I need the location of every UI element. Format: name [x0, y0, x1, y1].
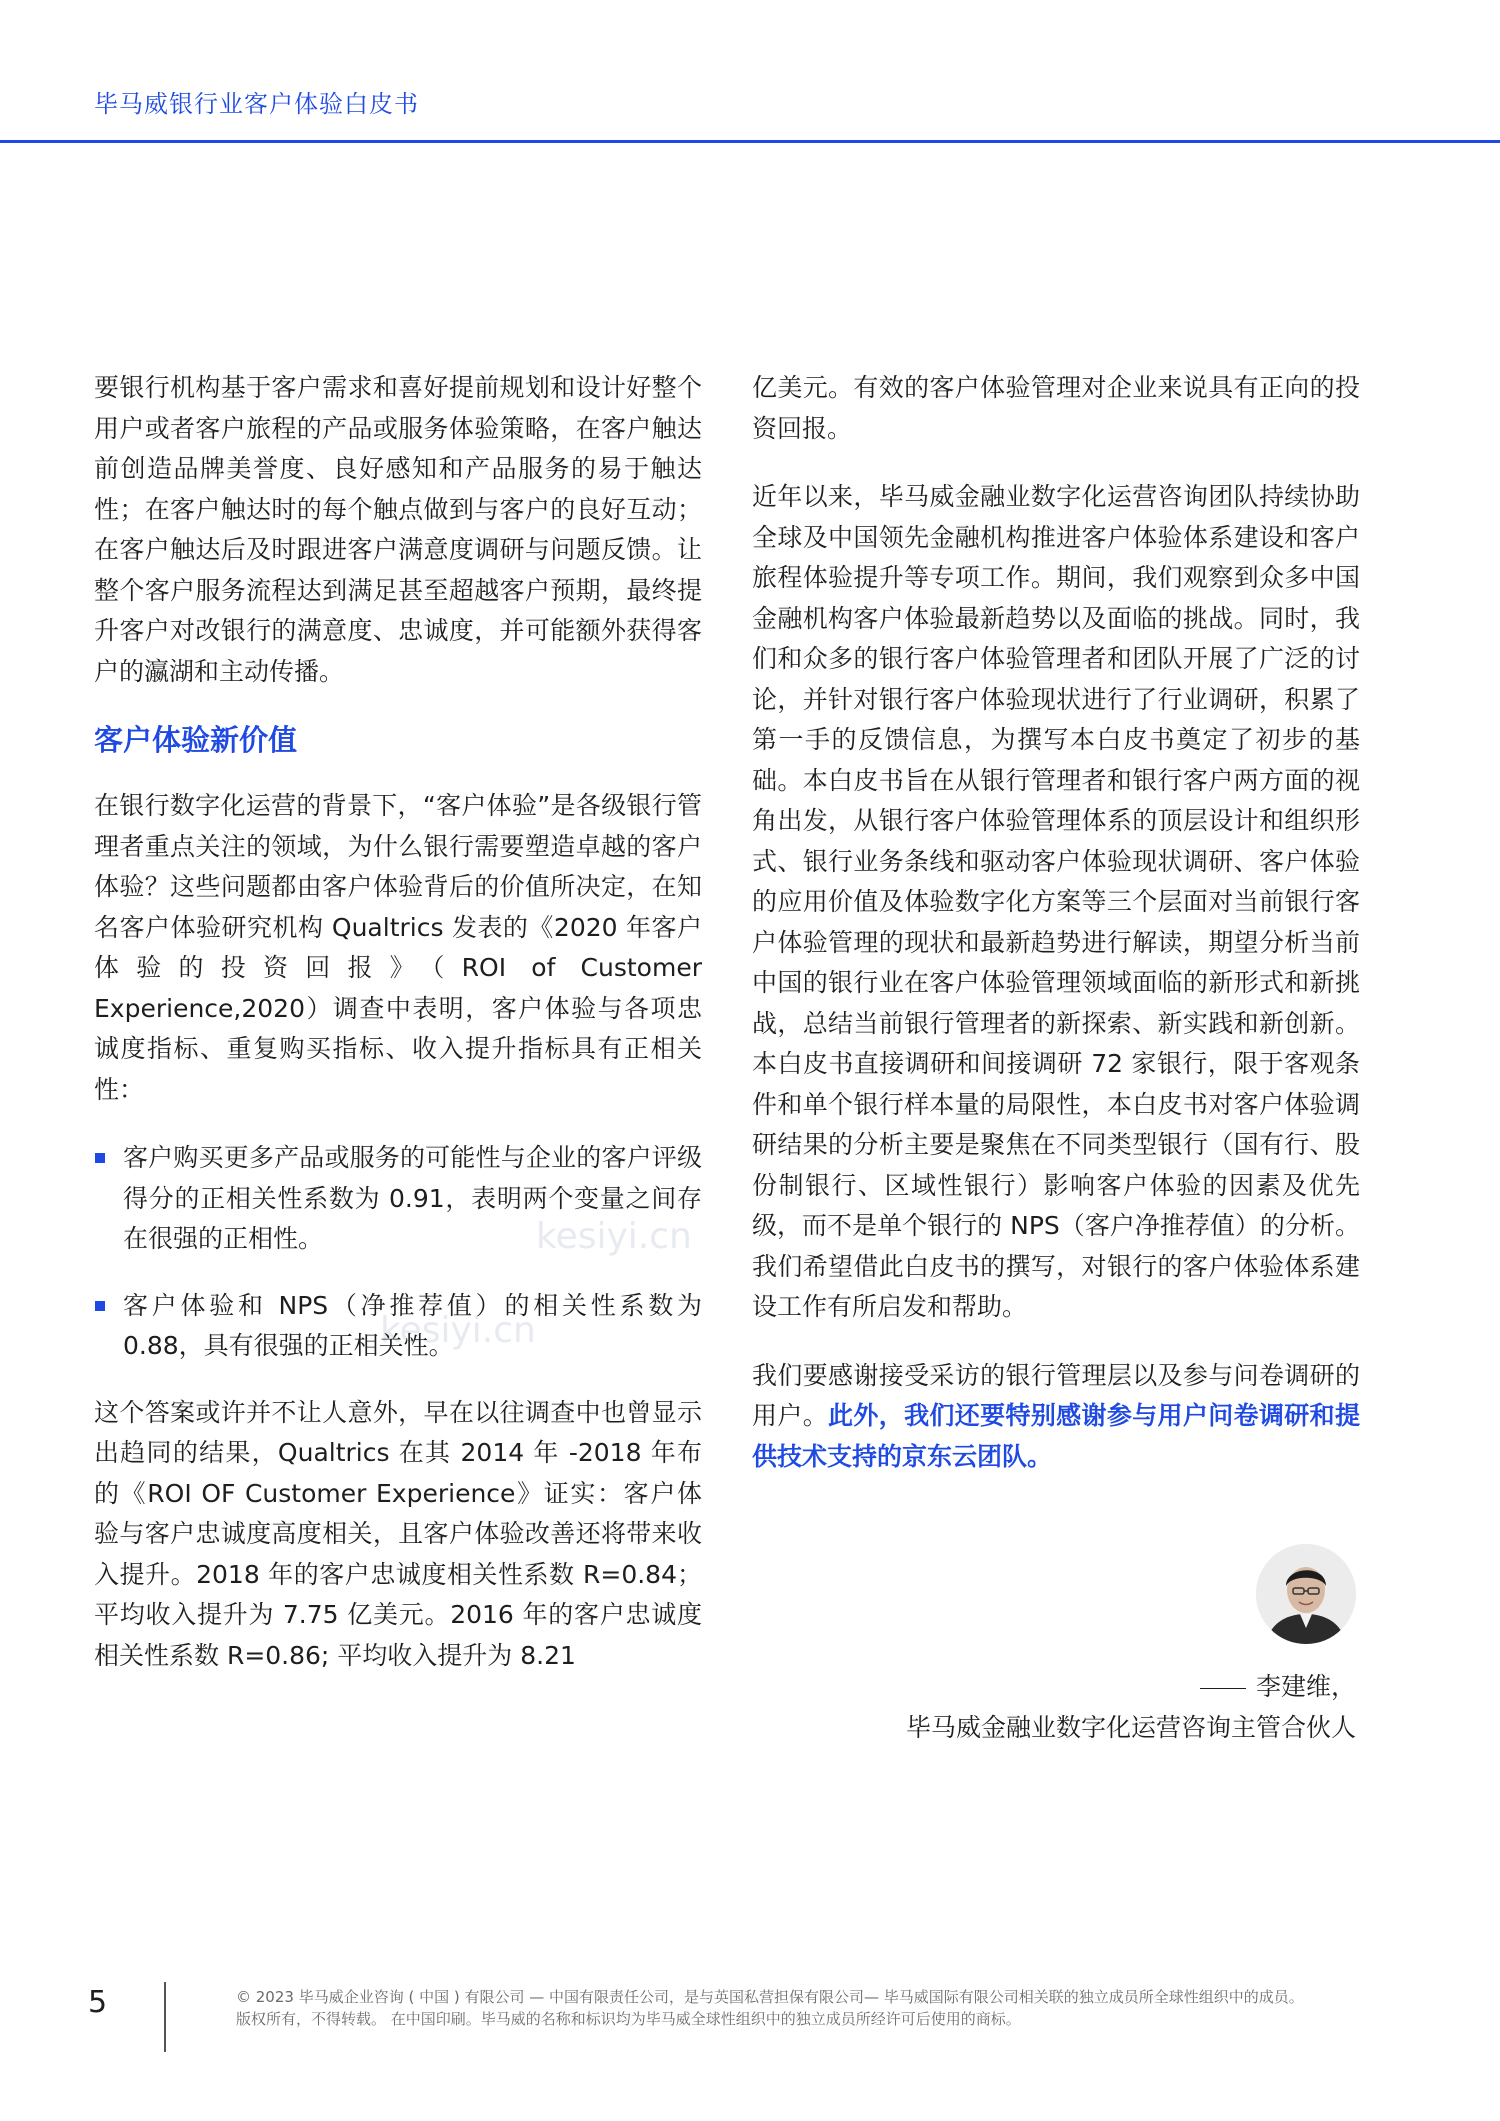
section-heading: 客户体验新价值 — [94, 723, 298, 757]
paragraph: 近年以来，毕马威金融业数字化运营咨询团队持续协助全球及中国领先金融机构推进客户体验体系建设和客户旅程体验提升等专项工作。期间，我们观察到众多中国金融机构客户体验最新趋势以及面临的挑战。同时，我们和众多的银行客户体验管理者和团队开展了广泛的讨论，并针对银行客户体验现状进行了行业调研，积累了第一手的反馈信息，为撰写本白皮书奠定了初步的基础。本白皮书旨在从银行管理者和银行客户两方面的视角出发，从银行客户体验管理体系的顶层设计和组织形式、银行业务条线和驱动客户体验现状调研、客户体验的应用价值及体验数字化方案等三个层面对当前银行客户体验管理的现状和最新趋势进行解读，期望分析当前中国的银行业在客户体验管理领域面临的新形式和新挑战，总结当前银行管理者的新探索、新实践和新创新。本白皮书直接调研和间接调研 72 家银行，限于客观条件和单个银行样本量的局限性，本白皮书对客户体验调研结果的分析主要是聚焦在不同类型银行（国有行、股份制银行、区域性银行）影响客户体验的因素及优先级，而不是单个银行的 NPS（客户净推荐值）的分析。我们希望借此白皮书的撰写，对银行的客户体验体系建设工作有所启发和帮助。 — [752, 482, 1360, 1321]
signature-dash — [1200, 1688, 1246, 1689]
footer-copyright — [236, 1986, 1366, 2030]
list-item — [94, 1138, 702, 1260]
left-column — [94, 368, 702, 1704]
document-header-title: 毕马威银行业客户体验白皮书 — [94, 90, 419, 118]
signature-name-text: 李建维， — [1255, 1672, 1356, 1701]
watermark-text: kesiyi.cn — [380, 1310, 536, 1351]
header-divider — [0, 140, 1500, 143]
paragraph: 亿美元。有效的客户体验管理对企业来说具有正向的投资回报。 — [752, 373, 1360, 443]
bullet-list — [94, 1138, 702, 1367]
list-item-text: 客户体验和 NPS（净推荐值）的相关性系数为 0.88，具有很强的正相关性。 — [123, 1290, 702, 1360]
square-bullet-icon — [95, 1301, 105, 1311]
signature-name — [1200, 1667, 1356, 1707]
watermark-text: kesiyi.cn — [536, 1216, 692, 1257]
paragraph: 这个答案或许并不让人意外，早在以往调查中也曾显示出趋同的结果，Qualtrics 在其 2014 年 -2018 年布的《ROI OF Customer Experience》证实：客户体验与客户忠诚度高度相关，且客户体验改善还将带来收入提升。2018 年的客户忠诚度相关性系数 R=0.84；平均收入提升为 7.75 亿美元。2016 年的客户忠诚度相关性系数 R=0.86; 平均收入提升为 8.21 — [94, 1397, 702, 1670]
acknowledgement-text: 我们要感谢接受采访的银行管理层以及参与问卷调研的用户。 — [752, 1360, 1360, 1430]
paragraph: 要银行机构基于客户需求和喜好提前规划和设计好整个用户或者客户旅程的产品或服务体验策略，在客户触达前创造品牌美誉度、良好感知和产品服务的易于触达性；在客户触达时的每个触点做到与客户的良好互动；在客户触达后及时跟进客户满意度调研与问题反馈。让整个客户服务流程达到满足甚至超越客户预期，最终提升客户对改银行的满意度、忠诚度，并可能额外获得客户的瀛湖和主动传播。 — [94, 373, 702, 686]
signature-title: 毕马威金融业数字化运营咨询主管合伙人 — [905, 1713, 1356, 1742]
square-bullet-icon — [95, 1153, 105, 1163]
acknowledgement-paragraph — [752, 1356, 1360, 1478]
portrait-icon — [1256, 1544, 1356, 1644]
paragraph: 在银行数字化运营的背景下，“客户体验”是各级银行管理者重点关注的领域，为什么银行需要塑造卓越的客户体验？这些问题都由客户体验背后的价值所决定，在知名客户体验研究机构 Qualtrics 发表的《2020 年客户体验的投资回报》（ROI of Customer Experience,2020）调查中表明，客户体验与各项忠诚度指标、重复购买指标、收入提升指标具有正相关性： — [94, 791, 702, 1104]
acknowledgement-emphasis: 此外，我们还要特别感谢参与用户问卷调研和提供技术支持的京东云团队。 — [752, 1401, 1360, 1471]
footer-line: 版权所有，不得转载。 在中国印刷。毕马威的名称和标识均为毕马威全球性组织中的独立成员所经许可后使用的商标。 — [236, 2010, 1021, 2028]
right-column — [752, 368, 1360, 1505]
list-item-text: 客户购买更多产品或服务的可能性与企业的客户评级得分的正相关性系数为 0.91，表明两个变量之间存在很强的正相性。 — [123, 1143, 702, 1253]
footer-divider — [164, 1982, 166, 2052]
list-item — [94, 1286, 702, 1367]
author-avatar — [1256, 1544, 1356, 1644]
footer-line: © 2023 毕马威企业咨询 ( 中国 ) 有限公司 — 中国有限责任公司，是与英国私营担保有限公司— 毕马威国际有限公司相关联的独立成员所全球性组织中的成员。 — [236, 1988, 1304, 2006]
page-number: 5 — [88, 1985, 108, 2020]
